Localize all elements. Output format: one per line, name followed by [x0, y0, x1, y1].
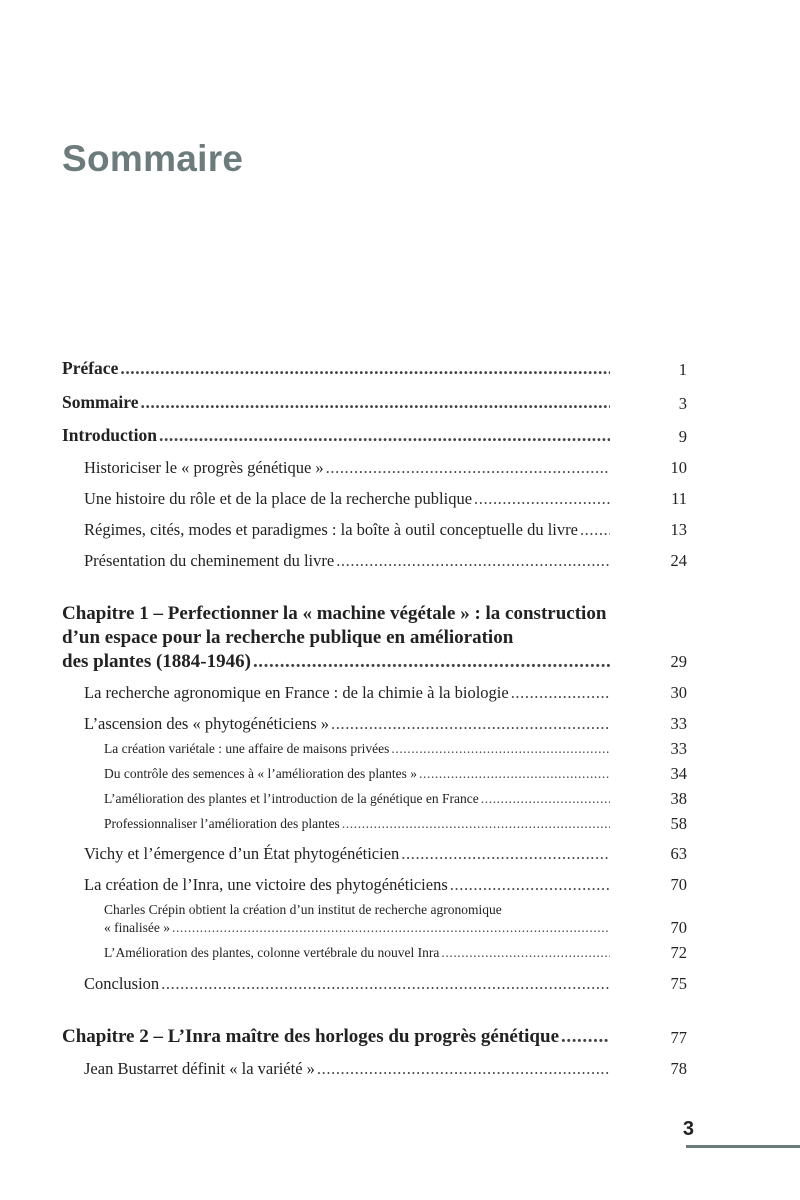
toc-page-number: 38 — [670, 789, 687, 808]
toc-page-number: 75 — [670, 974, 687, 993]
toc-entry[interactable] — [84, 520, 610, 540]
toc-entry-conclusion[interactable] — [84, 974, 610, 994]
dot-leader — [481, 791, 610, 807]
toc-page-number: 3 — [678, 394, 687, 413]
toc-page-number: 13 — [670, 520, 687, 539]
toc-entry[interactable] — [84, 683, 610, 703]
toc-entry-label: des plantes (1884-1946) — [62, 651, 251, 672]
toc-entry-label: La création variétale : une affaire de maisons privées — [104, 741, 390, 756]
page-title: Sommaire — [62, 138, 244, 179]
dot-leader — [326, 458, 610, 478]
toc-entry[interactable] — [104, 791, 610, 807]
toc-entry-chapter-2[interactable] — [62, 1026, 610, 1048]
dot-leader — [511, 683, 610, 703]
toc-entry-label: Conclusion — [84, 974, 160, 993]
toc-page-number: 70 — [670, 875, 687, 894]
toc-entry-label: L’amélioration des plantes et l’introduction de la génétique en France — [104, 791, 479, 806]
toc-entry-label: Chapitre 2 – L’Inra maître des horloges du progrès génétique — [62, 1026, 559, 1047]
dot-leader — [580, 520, 610, 540]
toc-entry-label: « finalisée » — [104, 920, 170, 935]
toc-entry-label: Vichy et l’émergence d’un État phytogénéticien — [84, 844, 400, 863]
folio-page-number: 3 — [682, 1118, 694, 1140]
toc-entry[interactable] — [84, 844, 610, 864]
dot-leader — [253, 651, 610, 673]
toc-entry-sommaire[interactable] — [62, 392, 610, 413]
toc-page-number: 29 — [670, 652, 687, 671]
dot-leader — [401, 844, 610, 864]
toc-page-number: 9 — [678, 427, 687, 446]
toc-entry-label: Une histoire du rôle et de la place de la recherche publique — [84, 489, 473, 508]
toc-entry[interactable] — [104, 741, 610, 757]
dot-leader — [120, 358, 610, 379]
dot-leader — [342, 816, 610, 832]
dot-leader — [331, 714, 610, 734]
dot-leader — [161, 974, 610, 994]
toc-page-number: 63 — [670, 844, 687, 863]
dot-leader — [336, 551, 610, 571]
toc-entry[interactable] — [104, 766, 610, 782]
toc-entry-label: Préface — [62, 358, 119, 378]
toc-entry[interactable] — [84, 1059, 610, 1079]
toc-page-number: 24 — [670, 551, 687, 570]
toc-entry[interactable] — [104, 920, 610, 936]
chapter-title-line[interactable]: Chapitre 1 – Perfectionner la « machine végétale » : la construction — [62, 603, 607, 624]
toc-entry-label: L’Amélioration des plantes, colonne vertébrale du nouvel Inra — [104, 945, 440, 960]
dot-leader — [172, 920, 610, 936]
toc-page-number: 1 — [678, 360, 687, 379]
toc-entry-line[interactable]: Charles Crépin obtient la création d’un institut de recherche agronomique — [104, 902, 502, 917]
toc-entry-label: Jean Bustarret définit « la variété » — [84, 1059, 315, 1078]
toc-entry-label: Du contrôle des semences à « l’amélioration des plantes » — [104, 766, 418, 781]
toc-entry[interactable] — [84, 489, 610, 509]
toc-entry-label: Présentation du cheminement du livre — [84, 551, 335, 570]
toc-entry[interactable] — [84, 714, 610, 734]
dot-leader — [450, 875, 610, 895]
toc-entry[interactable] — [84, 875, 610, 895]
toc-page-number: 33 — [670, 739, 687, 758]
toc-entry-label: La création de l’Inra, une victoire des phytogénéticiens — [84, 875, 448, 894]
toc-entry-label: La recherche agronomique en France : de la chimie à la biologie — [84, 683, 509, 702]
dot-leader — [419, 766, 610, 782]
toc-page-number: 34 — [670, 764, 687, 783]
toc-page-number: 10 — [670, 458, 687, 477]
footer-rule — [686, 1145, 800, 1148]
toc-entry-label: Régimes, cités, modes et paradigmes : la boîte à outil conceptuelle du livre — [84, 520, 578, 539]
dot-leader — [441, 945, 610, 961]
toc-entry-introduction[interactable] — [62, 425, 610, 446]
dot-leader — [159, 425, 610, 446]
toc-entry-label: L’ascension des « phytogénéticiens » — [84, 714, 330, 733]
toc-page-number: 77 — [670, 1028, 687, 1047]
toc-page-number: 78 — [670, 1059, 687, 1078]
toc-page-number: 33 — [670, 714, 687, 733]
toc-entry[interactable] — [84, 551, 610, 571]
dot-leader — [140, 392, 610, 413]
toc-page-number: 11 — [671, 489, 687, 508]
toc-entry[interactable] — [84, 458, 610, 478]
toc-page-number: 72 — [670, 943, 687, 962]
dot-leader — [561, 1026, 610, 1048]
dot-leader — [474, 489, 610, 509]
toc-entry-preface[interactable] — [62, 358, 610, 379]
dot-leader — [391, 741, 610, 757]
toc-entry-chapter-1[interactable] — [62, 651, 610, 673]
toc-entry[interactable] — [104, 945, 610, 961]
toc-entry-label: Sommaire — [62, 392, 139, 412]
toc-entry-label: Historiciser le « progrès génétique » — [84, 458, 324, 477]
dot-leader — [317, 1059, 610, 1079]
toc-page-number: 58 — [670, 814, 687, 833]
chapter-title-line[interactable]: d’un espace pour la recherche publique en amélioration — [62, 627, 514, 648]
toc-entry[interactable] — [104, 816, 610, 832]
toc-page-number: 30 — [670, 683, 687, 702]
toc-entry-label: Professionnaliser l’amélioration des plantes — [104, 816, 340, 831]
toc-page-number: 70 — [670, 918, 687, 937]
toc-entry-label: Introduction — [62, 425, 157, 445]
